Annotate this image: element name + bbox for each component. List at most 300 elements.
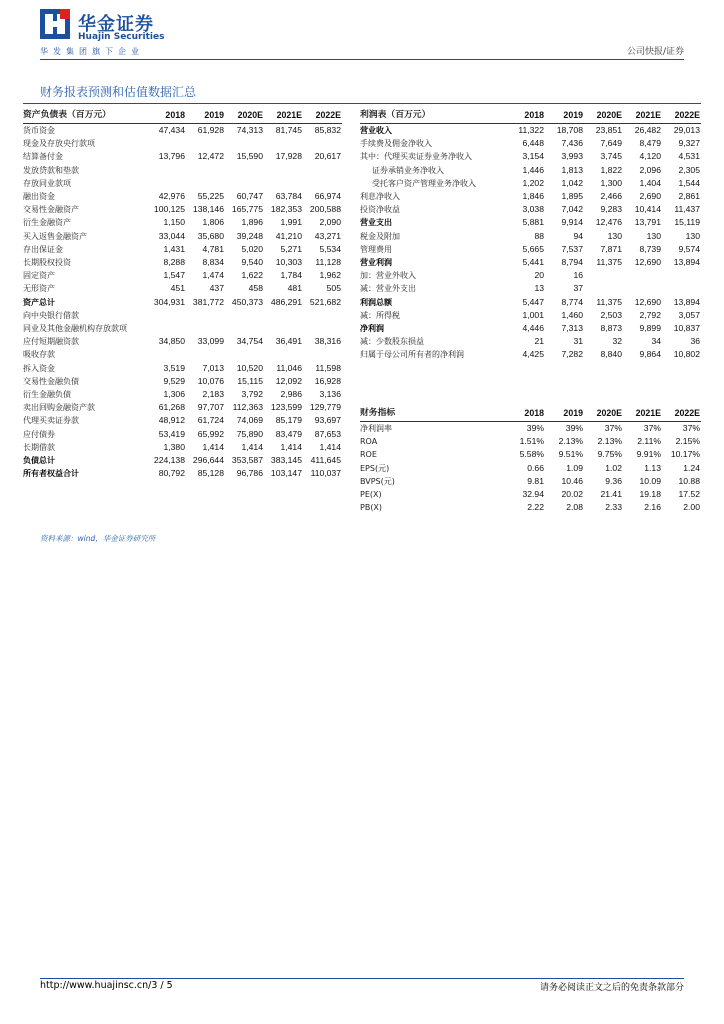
year-header: 2020E [225, 108, 264, 124]
cell-value [662, 269, 701, 282]
cell-value: 8,840 [600, 349, 622, 360]
cell-value: 37% [682, 423, 700, 433]
cell-value: 36,491 [275, 336, 302, 347]
table-row [23, 401, 342, 414]
cell-value: 11,128 [315, 257, 341, 268]
cell-value: 6,448 [522, 138, 544, 149]
cell-value: 2.00 [683, 502, 700, 513]
cell-value: 7,649 [600, 138, 622, 149]
cell-value: 7,282 [561, 349, 583, 360]
table-row [23, 256, 342, 269]
row-label: 交易性金融资产 [23, 205, 79, 215]
cell-value: 61,268 [158, 402, 185, 413]
table-row [23, 216, 342, 229]
table-row [360, 137, 701, 150]
report-category: 公司快报/证券 [626, 47, 684, 57]
cell-value: 35,680 [197, 230, 224, 241]
cell-value: 13,894 [673, 296, 700, 307]
cell-value: 451 [170, 283, 185, 294]
cell-value: 33,099 [197, 336, 224, 347]
row-label: 投资净收益 [360, 205, 400, 215]
row-label: 加：营业外收入 [360, 271, 416, 281]
cell-value: 5,441 [522, 257, 544, 268]
cell-value: 10,303 [275, 257, 302, 268]
cell-value: 34,850 [158, 336, 185, 347]
cell-value: 2.22 [527, 502, 544, 513]
row-label: 融出资金 [23, 192, 55, 202]
table-row [360, 488, 701, 501]
cell-value: 12,472 [197, 151, 224, 162]
cell-value: 2.11% [637, 436, 661, 447]
row-label: BVPS(元) [360, 476, 395, 486]
cell-value: 37% [604, 423, 622, 433]
cell-value: 81,745 [275, 125, 302, 135]
cell-value: 55,225 [197, 191, 224, 202]
cell-value: 130 [685, 230, 700, 241]
company-logo [40, 8, 190, 60]
cell-value: 2,503 [600, 309, 622, 320]
footer-divider [40, 978, 684, 979]
cell-value: 458 [248, 283, 263, 294]
table-row [360, 230, 701, 243]
cell-value: 34,754 [236, 336, 263, 347]
logo-subtitle: 华发集团旗下企业 [40, 47, 144, 56]
cell-value: 13,791 [634, 217, 661, 228]
row-label: 吸收存款 [23, 350, 55, 360]
cell-value: 19.18 [639, 489, 661, 500]
cell-value [225, 322, 264, 335]
year-header: 2018 [506, 108, 545, 124]
table-row [360, 164, 701, 177]
cell-value: 3,792 [241, 389, 263, 400]
section-divider [23, 103, 701, 104]
row-label: 营业支出 [360, 218, 392, 228]
cell-value: 450,373 [231, 296, 263, 307]
cell-value: 2,305 [678, 164, 700, 175]
cell-value: 34 [651, 336, 661, 347]
cell-value: 2.08 [566, 502, 583, 513]
cell-value: 47,434 [158, 125, 185, 135]
row-label: ROA [360, 437, 378, 447]
cell-value: 20.02 [561, 489, 583, 500]
cell-value: 9,327 [678, 138, 700, 149]
cell-value: 1,822 [600, 164, 622, 175]
table-row [360, 475, 701, 488]
cell-value: 75,890 [236, 428, 263, 439]
row-label: 负债总计 [23, 456, 55, 466]
cell-value [264, 322, 303, 335]
cell-value: 3,154 [522, 151, 544, 162]
table-row [23, 335, 342, 348]
cell-value: 5,447 [522, 296, 544, 307]
cell-value: 1,001 [522, 309, 544, 320]
cell-value: 8,774 [561, 296, 583, 307]
table-row [23, 190, 342, 203]
section-title: 财务报表预测和估值数据汇总 [40, 85, 197, 99]
cell-value: 5,534 [319, 243, 341, 254]
cell-value: 383,145 [270, 455, 302, 466]
cell-value: 481 [287, 283, 302, 294]
table-row [360, 348, 701, 361]
cell-value [186, 309, 225, 322]
table-row [23, 137, 342, 150]
table-row [23, 177, 342, 190]
cell-value: 12,690 [634, 296, 661, 307]
cell-value: 165,775 [231, 204, 263, 215]
table-row [23, 269, 342, 282]
cell-value: 5,881 [522, 217, 544, 228]
table-row [23, 428, 342, 441]
row-label: 归属于母公司所有者的净利润 [360, 350, 464, 360]
table-row [23, 362, 342, 375]
cell-value: 8,739 [639, 243, 661, 254]
cell-value: 0.66 [527, 462, 544, 473]
cell-value: 13 [534, 283, 544, 294]
cell-value: 9,283 [600, 204, 622, 215]
row-label: PE(X) [360, 490, 382, 500]
table-row [360, 322, 701, 335]
row-label: 发放贷款和垫款 [23, 165, 79, 175]
footer-url[interactable]: http://www.huajinsc.cn/3 / 5 [40, 980, 173, 991]
cell-value: 11,598 [315, 362, 341, 373]
cell-value [584, 282, 623, 295]
cell-value: 103,147 [270, 468, 302, 479]
cell-value: 5,665 [522, 243, 544, 254]
cell-value: 353,587 [231, 455, 263, 466]
cell-value: 20 [534, 270, 544, 281]
row-label: 手续费及佣金净收入 [360, 139, 432, 149]
table-row [23, 467, 342, 480]
table-header-row [360, 406, 701, 422]
cell-value: 88 [534, 230, 544, 241]
table-row [23, 309, 342, 322]
year-header: 2018 [506, 406, 545, 422]
financial-indicators-table [360, 406, 701, 514]
row-label: 减：所得税 [360, 310, 400, 320]
table-title: 利润表（百万元） [360, 108, 506, 124]
cell-value: 10,076 [197, 375, 224, 386]
cell-value: 9,899 [639, 323, 661, 334]
cell-value: 1,962 [319, 270, 341, 281]
cell-value: 17,928 [275, 151, 302, 162]
cell-value: 2,183 [202, 389, 224, 400]
cell-value: 10,414 [634, 204, 661, 215]
cell-value: 129,779 [309, 402, 341, 413]
cell-value: 11,375 [596, 296, 622, 307]
cell-value: 1,431 [163, 243, 185, 254]
cell-value [264, 309, 303, 322]
row-label: 无形资产 [23, 284, 55, 294]
row-label: 长期股权投资 [23, 258, 71, 268]
cell-value [264, 177, 303, 190]
table-row [23, 203, 342, 216]
table-row [23, 296, 342, 309]
cell-value: 4,120 [639, 151, 661, 162]
cell-value: 10.46 [561, 475, 583, 486]
cell-value: 1,547 [163, 270, 185, 281]
cell-value: 3,519 [163, 362, 185, 373]
cell-value: 2.33 [605, 502, 622, 513]
cell-value [147, 348, 186, 361]
cell-value: 200,588 [309, 204, 341, 215]
cell-value: 85,128 [197, 468, 224, 479]
cell-value: 33,044 [158, 230, 185, 241]
cell-value: 12,476 [595, 217, 622, 228]
cell-value [584, 269, 623, 282]
cell-value: 7,871 [600, 243, 622, 254]
cell-value [264, 137, 303, 150]
year-header: 2022E [662, 108, 701, 124]
cell-value: 87,653 [314, 428, 341, 439]
row-label: 应付短期融资款 [23, 337, 79, 347]
year-header: 2019 [186, 108, 225, 124]
cell-value: 381,772 [192, 296, 224, 307]
table-row [360, 296, 701, 309]
row-label: 证券承销业务净收入 [372, 165, 444, 175]
year-header: 2019 [545, 108, 584, 124]
cell-value: 10,520 [236, 362, 263, 373]
cell-value: 9.81 [527, 475, 544, 486]
cell-value [303, 348, 342, 361]
row-label: ROE [360, 450, 377, 460]
cell-value: 12,690 [634, 257, 661, 268]
cell-value: 1,380 [163, 441, 185, 452]
row-label: 交易性金融负债 [23, 376, 79, 386]
cell-value [303, 309, 342, 322]
cell-value: 85,179 [275, 415, 302, 426]
cell-value: 110,037 [310, 468, 341, 479]
cell-value: 1.13 [644, 462, 661, 473]
cell-value: 66,974 [314, 191, 341, 202]
cell-value: 437 [209, 283, 224, 294]
table-row [360, 309, 701, 322]
cell-value [225, 309, 264, 322]
cell-value: 182,353 [270, 204, 302, 215]
cell-value [147, 309, 186, 322]
cell-value: 10.09 [639, 475, 661, 486]
row-label: 所有者权益合计 [23, 469, 79, 479]
cell-value: 1,813 [561, 164, 583, 175]
cell-value: 9.36 [605, 475, 622, 486]
footer-disclaimer: 请务必阅读正文之后的免责条款部分 [539, 983, 684, 993]
cell-value: 1,446 [522, 164, 544, 175]
row-label: 货币资金 [23, 126, 55, 135]
table-row [360, 177, 701, 190]
row-label: 衍生金融资产 [23, 218, 71, 228]
cell-value: 16 [573, 270, 583, 281]
cell-value [186, 137, 225, 150]
data-source-note: 资料来源：wind，华金证券研究所 [40, 534, 156, 543]
cell-value: 9.75% [597, 449, 622, 460]
year-header: 2021E [623, 108, 662, 124]
cell-value: 21.41 [600, 489, 622, 500]
cell-value: 1,784 [280, 270, 302, 281]
cell-value: 11,322 [518, 125, 544, 135]
cell-value: 112,363 [232, 402, 263, 413]
row-label: 受托客户资产管理业务净收入 [372, 178, 476, 188]
cell-value: 53,419 [158, 428, 185, 439]
table-title: 资产负债表（百万元） [23, 108, 147, 124]
cell-value: 2,986 [280, 389, 302, 400]
cell-value: 1,895 [561, 191, 583, 202]
cell-value [225, 348, 264, 361]
cell-value: 5,271 [280, 243, 302, 254]
cell-value: 1,474 [202, 270, 224, 281]
cell-value: 8,834 [202, 257, 224, 268]
table-row [360, 243, 701, 256]
cell-value [147, 137, 186, 150]
year-header: 2021E [623, 406, 662, 422]
cell-value [662, 282, 701, 295]
year-header: 2020E [584, 108, 623, 124]
row-label: 税金及附加 [360, 231, 400, 241]
table-row [360, 256, 701, 269]
cell-value: 13,894 [673, 257, 700, 268]
cell-value: 123,599 [270, 402, 302, 413]
row-label: 营业利润 [360, 258, 392, 268]
table-row [360, 269, 701, 282]
cell-value: 61,724 [197, 415, 224, 426]
cell-value: 9,540 [241, 257, 263, 268]
cell-value: 20,617 [314, 151, 341, 162]
cell-value: 2.16 [644, 502, 661, 513]
row-label: 利息净收入 [360, 192, 400, 202]
cell-value: 1,544 [678, 177, 700, 188]
cell-value: 8,288 [163, 257, 185, 268]
cell-value: 2,690 [639, 191, 661, 202]
cell-value: 2,096 [639, 164, 661, 175]
cell-value: 61,928 [197, 125, 224, 135]
cell-value: 80,792 [158, 468, 185, 479]
year-header: 2022E [303, 108, 342, 124]
cell-value: 1,806 [202, 217, 224, 228]
cell-value: 9,914 [561, 217, 583, 228]
row-label: 衍生金融负债 [23, 390, 71, 400]
cell-value: 11,375 [596, 257, 622, 268]
cell-value: 1,414 [280, 441, 302, 452]
cell-value: 1,414 [241, 441, 263, 452]
cell-value: 1,042 [561, 177, 583, 188]
cell-value: 10.88 [678, 475, 700, 486]
cell-value: 94 [573, 230, 583, 241]
cell-value: 3,993 [561, 151, 583, 162]
cell-value: 1,414 [202, 441, 224, 452]
cell-value: 1,460 [561, 309, 583, 320]
cell-value: 13,796 [158, 151, 185, 162]
cell-value: 7,436 [561, 138, 583, 149]
huajin-logo-icon [40, 9, 70, 39]
cell-value: 3,038 [522, 204, 544, 215]
row-label: 资产总计 [23, 297, 55, 307]
row-label: 向中央银行借款 [23, 310, 79, 320]
cell-value: 29,013 [673, 125, 700, 135]
cell-value: 37 [573, 283, 583, 294]
cell-value [186, 177, 225, 190]
cell-value: 1,896 [241, 217, 263, 228]
table-row [23, 230, 342, 243]
cell-value: 93,697 [314, 415, 341, 426]
table-row [360, 150, 701, 163]
row-label: EPS(元) [360, 463, 390, 473]
row-label: 拆入资金 [23, 363, 55, 373]
cell-value: 130 [646, 230, 661, 241]
row-label: 管理费用 [360, 244, 392, 254]
cell-value [225, 164, 264, 177]
cell-value: 9.91% [636, 449, 661, 460]
cell-value: 11,437 [674, 204, 700, 215]
cell-value: 1,300 [600, 177, 622, 188]
cell-value: 83,479 [275, 428, 302, 439]
cell-value: 2,792 [639, 309, 661, 320]
table-row [360, 216, 701, 229]
cell-value: 9,864 [639, 349, 661, 360]
cell-value: 3,745 [600, 151, 622, 162]
table-header-row [23, 108, 342, 124]
cell-value: 36 [690, 336, 700, 347]
cell-value: 42,976 [158, 191, 185, 202]
cell-value: 4,446 [522, 323, 544, 334]
cell-value [225, 177, 264, 190]
cell-value: 8,794 [561, 257, 583, 268]
year-header: 2020E [584, 406, 623, 422]
table-row [23, 243, 342, 256]
table-header-row [360, 108, 701, 124]
cell-value: 15,115 [237, 375, 263, 386]
table-row [23, 322, 342, 335]
cell-value [147, 322, 186, 335]
cell-value [147, 177, 186, 190]
cell-value: 7,537 [561, 243, 583, 254]
cell-value: 1.51% [519, 436, 544, 447]
table-row [23, 164, 342, 177]
cell-value: 4,781 [202, 243, 224, 254]
year-header: 2022E [662, 406, 701, 422]
table-row [360, 282, 701, 295]
cell-value: 26,482 [634, 125, 661, 135]
cell-value: 1,150 [163, 217, 185, 228]
table-row [360, 462, 701, 475]
balance-sheet-table [23, 108, 342, 480]
cell-value: 17.52 [678, 489, 700, 500]
cell-value: 1,846 [522, 191, 544, 202]
cell-value: 65,992 [197, 428, 224, 439]
cell-value: 37% [643, 423, 661, 433]
cell-value: 1,306 [163, 389, 185, 400]
cell-value: 16,928 [314, 375, 341, 386]
cell-value: 85,832 [314, 125, 341, 135]
cell-value: 224,138 [153, 455, 185, 466]
row-label: 净利润率 [360, 424, 392, 433]
row-label: 净利润 [360, 324, 384, 334]
cell-value [264, 164, 303, 177]
cell-value: 1,414 [319, 441, 341, 452]
table-title: 财务指标 [360, 406, 506, 422]
year-header: 2018 [147, 108, 186, 124]
cell-value [147, 164, 186, 177]
cell-value: 39% [565, 423, 583, 433]
row-label: 减：少数股东损益 [360, 337, 424, 347]
row-label: 结算备付金 [23, 152, 63, 162]
cell-value: 9,529 [163, 375, 185, 386]
cell-value: 7,042 [561, 204, 583, 215]
table-row [360, 124, 701, 138]
row-label: 现金及存放央行款项 [23, 139, 95, 149]
cell-value: 304,931 [153, 296, 185, 307]
cell-value: 130 [607, 230, 622, 241]
cell-value: 521,682 [309, 296, 341, 307]
cell-value [186, 164, 225, 177]
cell-value: 2.13% [597, 436, 622, 447]
